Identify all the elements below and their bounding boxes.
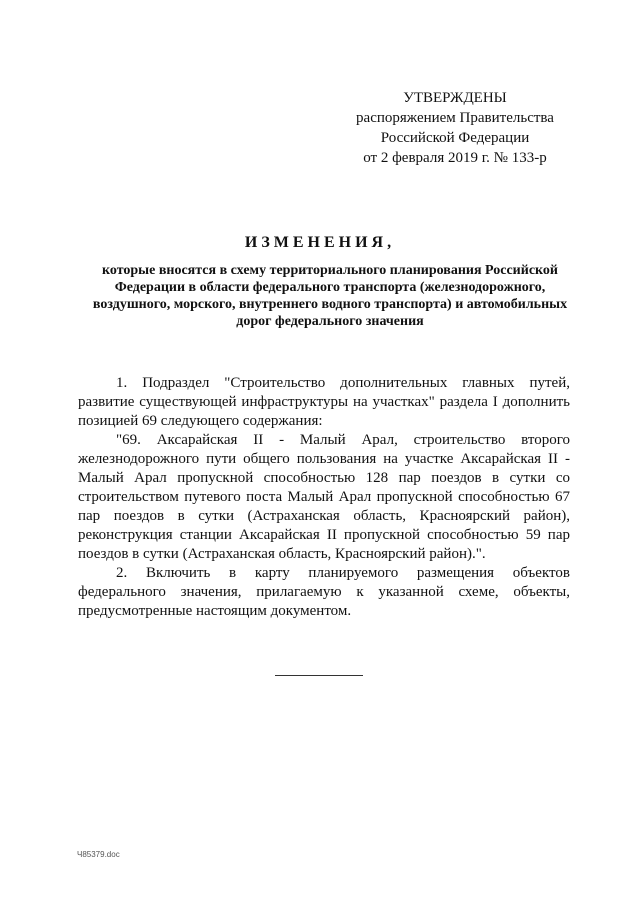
separator-line <box>275 675 363 676</box>
approval-heading: УТВЕРЖДЕНЫ <box>403 90 507 106</box>
document-subtitle: которые вносятся в схему территориального планирования Российской Федерации в области федерального транспорта (железнодорожного, воздушного, морского, внутреннего водного транспорта) и автомобильных дорог федерального значения <box>92 263 568 329</box>
paragraph-3: 2. Включить в карту планируемого размещения объектов федерального значения, прилагаемую к указанной схеме, объекты, предусмотренные настоящим документом. <box>78 565 570 619</box>
approval-line-3: от 2 февраля 2019 г. № 133-р <box>363 150 547 166</box>
document-body <box>78 374 570 621</box>
approval-line-1: распоряжением Правительства <box>356 110 554 126</box>
paragraph-1: 1. Подраздел "Строительство дополнительных главных путей, развитие существующей инфраструктуры на участках" раздела I дополнить позицией 69 следующего содержания: <box>78 375 570 429</box>
approval-line-2: Российской Федерации <box>380 130 530 146</box>
paragraph-2: "69. Аксарайская II - Малый Арал, строительство второго железнодорожного пути общего пользования на участке Аксарайская II - Малый Арал пропускной способностью 128 пар поездов в сутки со строительством путевого поста Малый Арал пропускной способностью 67 пар поездов в сутки (Астраханская область, Красноярский район), реконструкция станции Аксарайская II пропускной способностью 59 пар поездов в сутки (Астраханская область, Красноярский район).". <box>78 432 570 562</box>
approval-block <box>340 88 570 168</box>
file-name: Ч85379.doc <box>77 850 120 859</box>
document-title: ИЗМЕНЕНИЯ, <box>244 234 396 251</box>
